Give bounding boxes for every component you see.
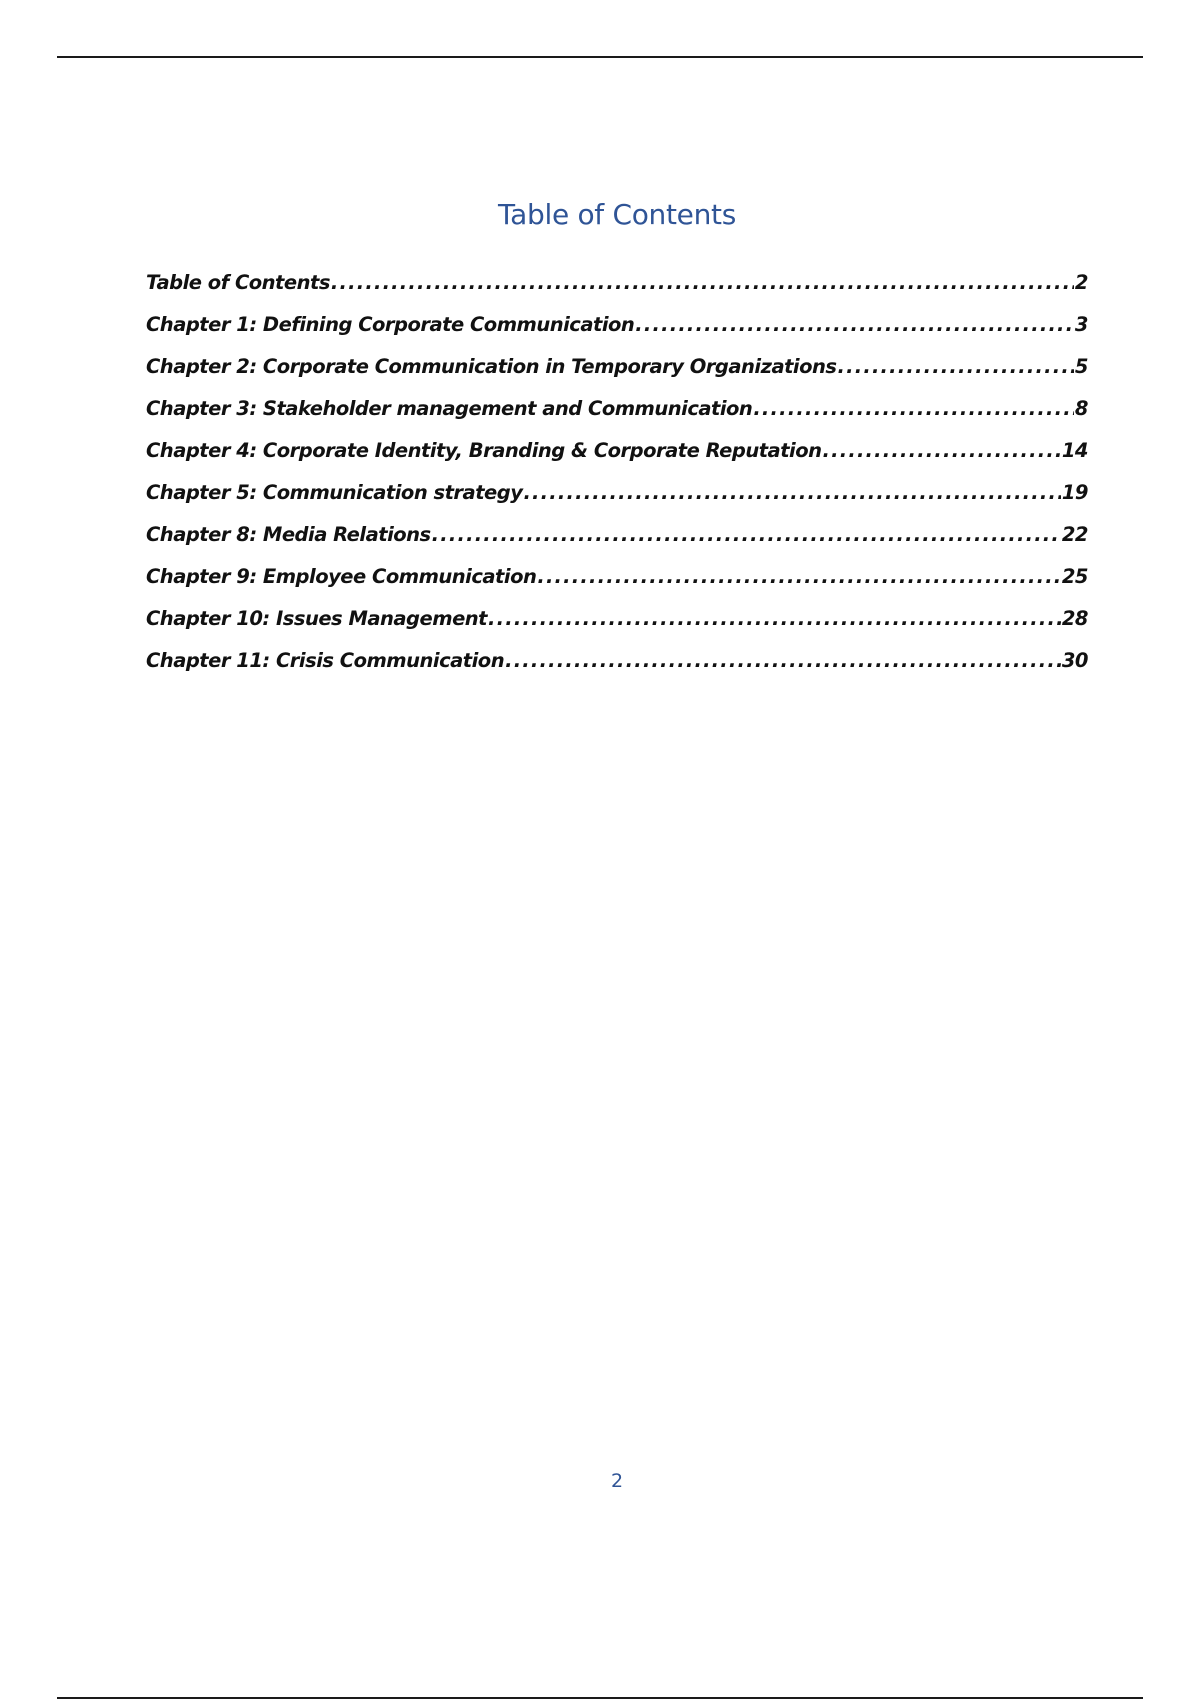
toc-entry-chapter-5[interactable] xyxy=(146,462,1088,504)
toc-dot-leader xyxy=(331,271,1074,294)
toc-entry-chapter-10[interactable] xyxy=(146,588,1088,630)
toc-dot-leader xyxy=(432,523,1061,546)
toc-entry-page: 28 xyxy=(1061,607,1088,630)
toc-entry-chapter-8[interactable] xyxy=(146,504,1088,546)
toc-entry-label: Chapter 11: Crisis Communication xyxy=(146,649,505,672)
toc-list xyxy=(146,252,1088,672)
toc-entry-chapter-4[interactable] xyxy=(146,420,1088,462)
toc-dot-leader xyxy=(635,313,1074,336)
toc-entry-page: 3 xyxy=(1074,313,1088,336)
toc-title: Table of Contents xyxy=(497,198,737,231)
toc-entry-page: 14 xyxy=(1061,439,1088,462)
toc-entry-label: Chapter 10: Issues Management xyxy=(146,607,487,630)
toc-entry-page: 19 xyxy=(1061,481,1088,504)
toc-entry-page: 25 xyxy=(1061,565,1088,588)
toc-entry-chapter-2[interactable] xyxy=(146,336,1088,378)
toc-entry-page: 30 xyxy=(1061,649,1088,672)
toc-entry-label: Chapter 2: Corporate Communication in Temporary Organizations xyxy=(146,355,837,378)
toc-dot-leader xyxy=(523,481,1060,504)
toc-entry-chapter-9[interactable] xyxy=(146,546,1088,588)
toc-entry-label: Table of Contents xyxy=(146,271,330,294)
toc-entry-chapter-11[interactable] xyxy=(146,630,1088,672)
toc-dot-leader xyxy=(488,607,1061,630)
toc-entry-page: 2 xyxy=(1074,271,1088,294)
header-rule xyxy=(57,56,1143,58)
toc-entry-label: Chapter 9: Employee Communication xyxy=(146,565,537,588)
toc-entry-label: Chapter 3: Stakeholder management and Communication xyxy=(146,397,753,420)
toc-entry-table-of-contents[interactable] xyxy=(146,252,1088,294)
toc-entry-page: 8 xyxy=(1074,397,1088,420)
toc-entry-page: 5 xyxy=(1074,355,1088,378)
toc-entry-chapter-1[interactable] xyxy=(146,294,1088,336)
toc-dot-leader xyxy=(838,355,1074,378)
toc-entry-label: Chapter 8: Media Relations xyxy=(146,523,431,546)
toc-entry-label: Chapter 4: Corporate Identity, Branding & Corporate Reputation xyxy=(146,439,822,462)
toc-entry-chapter-3[interactable] xyxy=(146,378,1088,420)
toc-entry-page: 22 xyxy=(1061,523,1088,546)
toc-dot-leader xyxy=(753,397,1074,420)
toc-dot-leader xyxy=(823,439,1061,462)
toc-entry-label: Chapter 1: Defining Corporate Communication xyxy=(146,313,635,336)
toc-dot-leader xyxy=(505,649,1061,672)
toc-entry-label: Chapter 5: Communication strategy xyxy=(146,481,523,504)
toc-dot-leader xyxy=(537,565,1061,588)
footer-rule xyxy=(57,1697,1143,1699)
page-number: 2 xyxy=(610,1470,624,1492)
